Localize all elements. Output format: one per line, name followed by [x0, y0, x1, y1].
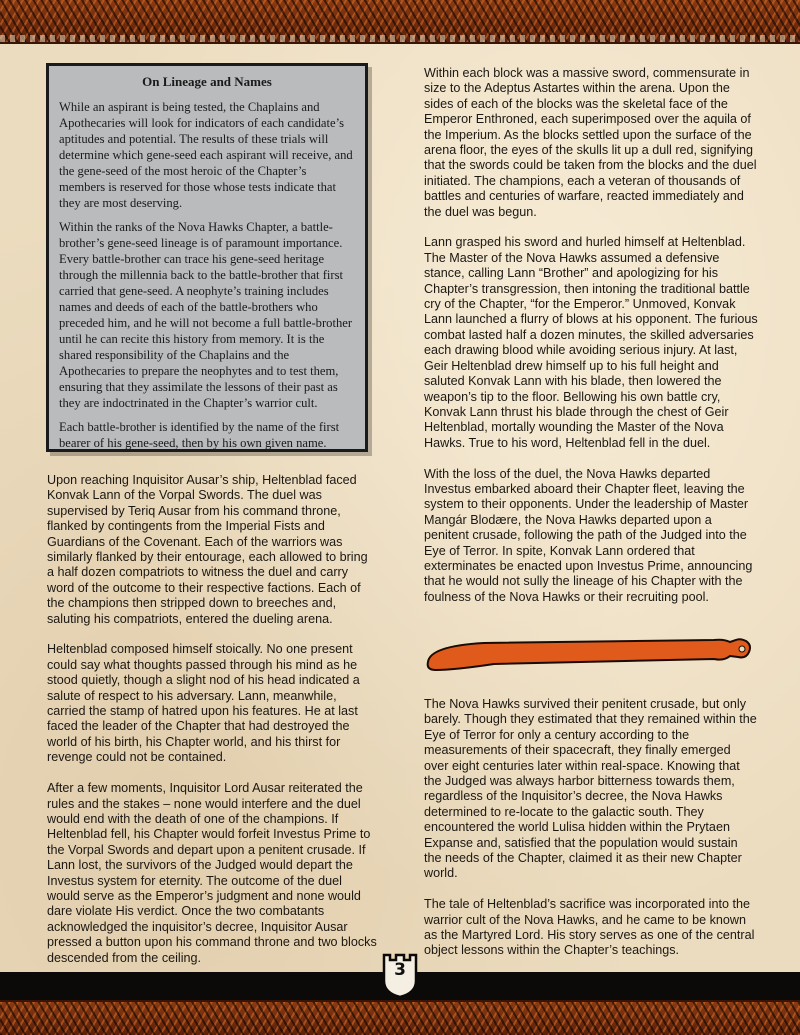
body-paragraph: With the loss of the duel, the Nova Hawks departed Investus embarked aboard their Chapter fleet, leaving the system to their opponents. Under the leadership of Master Mangár Blodære, the Nova Hawks departed upon a penitent crusade, following the path of the Judged into the Eye of Terror. In spite, Konvak Lann ordered that exterminates be enacted upon Investus Prime, announcing that he would not sully the lineage of his Chapter with the foulness of the Nova Hawks or their recruiting pool. [424, 466, 753, 604]
sidebar-paragraph: Within the ranks of the Nova Hawks Chapter, a battle-brother’s gene-seed lineage is of paramount importance. Every battle-brother can trace his gene-seed heritage through the millennia back to the battle-brother that first carried that gene-seed. A neophyte’s training includes names and deeds of each of the battle-brothers who preceded him, and he will not become a full battle-brother until he can recite this history from memory. It is the shared responsibility of the Chaplains and the Apothecaries to prepare the neophytes and to test them, ensuring that they assimilate the lessons of their past as they are indoctrinated in the Chapter’s warrior cult. [59, 220, 353, 410]
left-column [47, 473, 377, 981]
sidebar-paragraph: Each battle-brother is identified by the name of the first bearer of his gene-seed, then by his own given name. [59, 420, 340, 450]
body-paragraph: Lann grasped his sword and hurled himself at Heltenblad. The Master of the Nova Hawks assumed a defensive stance, calling Lann “Brother” and apologizing for his Chapter’s transgression, then intoning the traditional battle cry of the Chapter, “for the Emperor.” Unmoved, Konvak Lann launched a flurry of blows at his opponent. The furious combat lasted half a dozen minutes, the skilled adversaries each drawing blood while avoiding serious injury. At last, Geir Heltenblad drew himself up to his full height and saluted Konvak Lann with his blade, then lowered the weapon’s tip to the floor. Bellowing his own battle cry, Konvak Lann thrust his blade through the chest of Geir Heltenblad, mortally wounding the Master of the Nova Hawks. True to his word, Heltenblad fell in the duel. [424, 235, 758, 450]
sidebar-paragraph: While an aspirant is being tested, the Chaplains and Apothecaries will look for indicators of each candidate’s aptitudes and potential. The results of these trials will determine which gene-seed each aspirant will receive, and the gene-seed of the most heroic of the Chapter’s members is reserved for those whose tests indicate that they are most deserving. [59, 100, 353, 210]
body-paragraph: The tale of Heltenblad’s sacrifice was incorporated into the warrior cult of the Nova Hawks, and he came to be known as the Martyred Lord. His story serves as one of the central object lessons within the Chapter’s teachings. [424, 897, 755, 958]
body-paragraph: After a few moments, Inquisitor Lord Ausar reiterated the rules and the stakes – none would interfere and the duel would end with the death of one of the champions. If Heltenblad fell, his Chapter would forfeit Investus Prime to the Vorpal Swords and depart upon a penitent crusade. If Lann lost, the survivors of the Judged would depart the Investus system for eternity. The outcome of the duel would serve as the Emperor’s judgment and none would dare violate His verdict. Once the two combatants acknowledged the inquisitor’s decree, Inquisitor Ausar pressed a button upon his command throne and two blocks descended from the ceiling. [47, 781, 377, 965]
body-paragraph: Within each block was a massive sword, commensurate in size to the Adeptus Astartes within the arena. Upon the sides of each of the blocks was the skeletal face of the Emperor Enthroned, each superimposed over the aquila of the Imperium. As the blocks settled upon the surface of the arena floor, the eyes of the skulls lit up a dull red, signifying that the swords could be taken from the blocks and the duel initiated. The champions, each a veteran of thousands of battles and centuries of warfare, reacted immediately and the duel was begun. [424, 66, 757, 219]
page-number: 3 [394, 960, 406, 980]
right-column-top [424, 66, 758, 621]
right-column-bottom [424, 697, 758, 974]
sidebar-box [46, 63, 368, 452]
sword-divider-icon [424, 634, 754, 674]
body-paragraph: Heltenblad composed himself stoically. No one present could say what thoughts passed through his mind as he stood quietly, though a slight nod of his head indicated a salute of respect to his adversary. Lann, meanwhile, carried the stamp of hatred upon his features. He at last faced the leader of the Chapter that had destroyed the world of his birth, his Chapter world, and his thirst for revenge could not be contained. [47, 642, 360, 765]
bottom-border-band [0, 1000, 800, 1035]
body-paragraph: The Nova Hawks survived their penitent crusade, but only barely. Though they estimated that they remained within the Eye of Terror for only a century according to the measurements of their spacecraft, they finally emerged over eight centuries later within real-space. Knowing that the Judged was always harbor bitterness towards them, regardless of the Inquisitor’s decree, the Nova Hawks determined to re-locate to the galactic south. They encountered the world Lulisa hidden within the Prytaen Expanse and, satisfied that the population would sustain the needs of the Chapter, claimed it as their new Chapter world. [424, 697, 757, 881]
sidebar-title: On Lineage and Names [142, 74, 272, 89]
body-paragraph: Upon reaching Inquisitor Ausar’s ship, Heltenblad faced Konvak Lann of the Vorpal Swords. The duel was supervised by Teriq Ausar from his command throne, flanked by contingents from the Imperial Fists and Guardians of the Covenant. Each of the warriors was similarly flanked by their entourage, each allowed to bring a half dozen compatriots to witness the duel and carry word of the outcome to their respective factions. Each of the champions then stripped down to breeches and, saluting his compatriots, entered the dueling arena. [47, 473, 368, 626]
top-border-band [0, 0, 800, 44]
